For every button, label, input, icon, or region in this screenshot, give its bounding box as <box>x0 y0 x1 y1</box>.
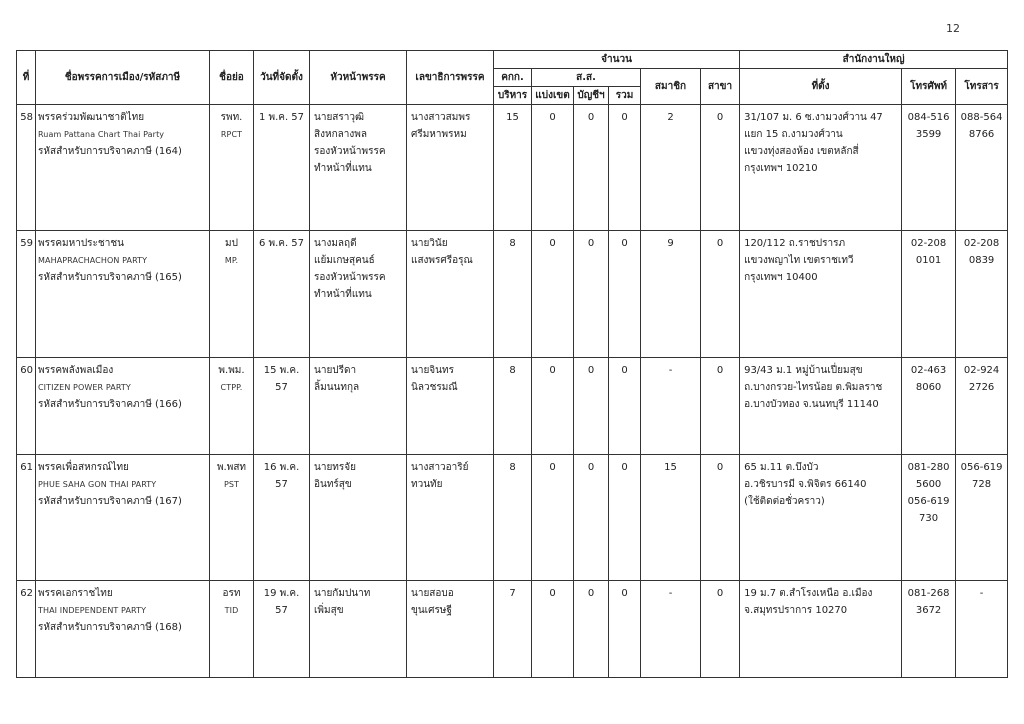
party-abbr-cell <box>210 357 254 454</box>
mp-list-count: 0 <box>574 581 609 678</box>
founded-date: 16 พ.ค. 57 <box>254 454 310 580</box>
party-abbr-th: พ.พสท <box>216 461 247 473</box>
address-line: กรุงเทพฯ 10400 <box>744 272 818 284</box>
phone-cell <box>902 454 956 580</box>
header-leader: หัวหน้าพรรค <box>310 51 407 105</box>
mp-list-count: 0 <box>574 105 609 231</box>
mp-list-count: 0 <box>574 454 609 580</box>
committee-count: 15 <box>494 105 532 231</box>
mp-total-count: 0 <box>609 105 641 231</box>
mp-list-count: 0 <box>574 231 609 357</box>
leader-line: นายสราวุฒิ <box>314 112 365 123</box>
party-tax-code: รหัสสำหรับการบริจาคภาษี (165) <box>38 272 182 284</box>
party-abbr-en: MP. <box>224 256 239 266</box>
address-line: 19 ม.7 ต.สำโรงเหนือ อ.เมือง <box>744 588 873 600</box>
party-name-cell <box>36 357 210 454</box>
row-number: 58 <box>17 105 36 231</box>
branches-count: 0 <box>701 105 740 231</box>
members-count: 9 <box>641 231 701 357</box>
party-name-cell <box>36 581 210 678</box>
secretary-cell <box>407 357 494 454</box>
header-abbr: ชื่อย่อ <box>210 51 254 105</box>
header-phone: โทรศัพท์ <box>902 69 956 105</box>
address-cell <box>740 454 902 580</box>
phone-cell <box>902 105 956 231</box>
phone-line: 02-208 <box>910 238 947 250</box>
members-count: - <box>641 357 701 454</box>
secretary-line: นายจินทร <box>411 364 454 376</box>
party-tax-code: รหัสสำหรับการบริจาคภาษี (168) <box>38 622 182 634</box>
address-cell <box>740 231 902 357</box>
leader-line: สิงหกลางพล <box>314 129 367 140</box>
fax-line: 056-619 <box>960 461 1003 473</box>
party-name-th: พรรคพลังพลเมือง <box>38 364 114 376</box>
committee-count: 8 <box>494 454 532 580</box>
leader-cell <box>310 231 407 357</box>
secretary-line: นิลวชรมณี <box>411 381 458 393</box>
table-row <box>17 454 1008 580</box>
table-row <box>17 357 1008 454</box>
address-cell <box>740 357 902 454</box>
phone-cell <box>902 357 956 454</box>
party-abbr-cell <box>210 231 254 357</box>
phone-line: 084-516 <box>907 112 950 123</box>
address-line: อ.วชิรบารมี จ.พิจิตร 66140 <box>744 478 867 490</box>
address-line: อ.บางบัวทอง จ.นนทบุรี 11140 <box>744 398 879 410</box>
header-committee-bottom: บริหาร <box>494 87 532 105</box>
party-name-th: พรรคเพื่อสหกรณ์ไทย <box>38 461 129 473</box>
phone-line: 3599 <box>915 129 942 140</box>
phone-line: 02-463 <box>910 364 947 376</box>
party-abbr-th: อรท <box>222 588 241 600</box>
leader-line: อินทร์สุข <box>314 478 352 490</box>
mp-district-count: 0 <box>532 357 574 454</box>
secretary-line: ทวนทัย <box>411 478 443 490</box>
header-mp-total: รวม <box>609 87 641 105</box>
header-mp-list: บัญชีฯ <box>574 87 609 105</box>
mp-total-count: 0 <box>609 357 641 454</box>
header-founded: วันที่จัดตั้ง <box>254 51 310 105</box>
fax-cell <box>956 454 1008 580</box>
phone-cell <box>902 231 956 357</box>
address-line: กรุงเทพฯ 10210 <box>744 163 818 174</box>
header-committee-top: คกก. <box>494 69 532 87</box>
leader-line: ทำหน้าที่แทน <box>314 163 372 174</box>
party-abbr-cell <box>210 581 254 678</box>
address-line: 65 ม.11 ต.บึงบัว <box>744 461 819 473</box>
phone-line: 8060 <box>915 381 942 393</box>
leader-line: รองหัวหน้าพรรค <box>314 146 386 157</box>
header-count: จำนวน <box>494 51 740 69</box>
secretary-line: ศรีมหาพรหม <box>411 129 467 140</box>
mp-total-count: 0 <box>609 231 641 357</box>
founded-date: 15 พ.ค. 57 <box>254 357 310 454</box>
leader-line: นางมลฤดี <box>314 238 357 250</box>
row-number: 62 <box>17 581 36 678</box>
row-number: 61 <box>17 454 36 580</box>
branches-count: 0 <box>701 454 740 580</box>
secretary-line: นางสาวสมพร <box>411 112 471 123</box>
secretary-line: แสงพรศรีอรุณ <box>411 255 473 267</box>
party-abbr-en: PST <box>223 479 240 489</box>
party-abbr-en: RPCT <box>220 130 243 139</box>
address-cell <box>740 105 902 231</box>
leader-line: รองหัวหน้าพรรค <box>314 272 386 284</box>
phone-line: 3672 <box>915 605 942 617</box>
secretary-cell <box>407 454 494 580</box>
secretary-line: นายวินัย <box>411 238 448 250</box>
mp-list-count: 0 <box>574 357 609 454</box>
leader-cell <box>310 105 407 231</box>
fax-line: 728 <box>972 478 992 490</box>
address-line: (ใช้ติดต่อชั่วคราว) <box>744 495 825 507</box>
address-line: จ.สมุทรปราการ 10270 <box>744 605 848 617</box>
mp-district-count: 0 <box>532 231 574 357</box>
party-abbr-th: พ.พม. <box>218 364 245 376</box>
row-number: 60 <box>17 357 36 454</box>
leader-cell <box>310 581 407 678</box>
party-name-en: THAI INDEPENDENT PARTY <box>38 606 147 616</box>
leader-cell <box>310 454 407 580</box>
party-abbr-th: รพท. <box>220 112 243 123</box>
header-secretary: เลขาธิการพรรค <box>407 51 494 105</box>
address-line: 120/112 ถ.ราชปรารภ <box>744 238 846 250</box>
header-mp: ส.ส. <box>532 69 641 87</box>
party-tax-code: รหัสสำหรับการบริจาคภาษี (166) <box>38 398 182 410</box>
committee-count: 8 <box>494 357 532 454</box>
leader-line: นายปรีดา <box>314 364 357 376</box>
phone-line: 0101 <box>915 255 942 267</box>
branches-count: 0 <box>701 581 740 678</box>
phone-line: 081-268 <box>907 588 950 600</box>
branches-count: 0 <box>701 357 740 454</box>
party-name-th: พรรคมหาประชาชน <box>38 238 124 250</box>
phone-line: 056-619 <box>907 495 950 507</box>
leader-line: เพิ่มสุข <box>314 605 344 617</box>
leader-cell <box>310 357 407 454</box>
address-line: ถ.บางกรวย-ไทรน้อย ต.พิมลราช <box>744 381 883 393</box>
secretary-line: นายสอบอ <box>411 588 454 600</box>
party-name-en: CITIZEN POWER PARTY <box>38 382 131 392</box>
fax-line: 088-564 <box>960 112 1003 123</box>
mp-total-count: 0 <box>609 454 641 580</box>
fax-line: 0839 <box>968 255 995 267</box>
phone-line: 081-280 <box>907 461 950 473</box>
party-tax-code: รหัสสำหรับการบริจาคภาษี (164) <box>38 146 182 157</box>
row-number: 59 <box>17 231 36 357</box>
header-head-office: สำนักงานใหญ่ <box>740 51 1008 69</box>
fax-line: 02-208 <box>963 238 1000 250</box>
party-name-th: พรรคร่วมพัฒนาชาติไทย <box>38 112 145 123</box>
party-name-cell <box>36 454 210 580</box>
party-tax-code: รหัสสำหรับการบริจาคภาษี (167) <box>38 495 182 507</box>
party-name-cell <box>36 105 210 231</box>
members-count: 15 <box>641 454 701 580</box>
fax-cell <box>956 105 1008 231</box>
mp-total-count: 0 <box>609 581 641 678</box>
party-name-cell <box>36 231 210 357</box>
phone-cell <box>902 581 956 678</box>
leader-line: ทำหน้าที่แทน <box>314 289 372 301</box>
party-name-en: MAHAPRACHACHON PARTY <box>38 256 148 266</box>
leader-line: ลิ้มนนทกุล <box>314 381 360 393</box>
address-line: 31/107 ม. 6 ซ.งามวงศ์วาน 47 <box>744 112 883 123</box>
header-mp-district: แบ่งเขต <box>532 87 574 105</box>
party-abbr-th: มป <box>225 238 238 250</box>
leader-line: นายทรจัย <box>314 461 356 473</box>
founded-date: 19 พ.ค. 57 <box>254 581 310 678</box>
fax-cell <box>956 231 1008 357</box>
party-name-en: Ruam Pattana Chart Thai Party <box>38 130 165 139</box>
political-parties-table <box>16 50 1008 678</box>
party-abbr-cell <box>210 454 254 580</box>
table-row <box>17 231 1008 357</box>
mp-district-count: 0 <box>532 105 574 231</box>
fax-line: 2726 <box>968 381 995 393</box>
header-no: ที่ <box>17 51 36 105</box>
page-number: 12 <box>946 22 960 35</box>
header-members: สมาชิก <box>641 69 701 105</box>
fax-line: - <box>979 588 984 600</box>
committee-count: 7 <box>494 581 532 678</box>
phone-line: 730 <box>919 512 939 524</box>
address-line: แขวงพญาไท เขตราชเทวี <box>744 255 854 267</box>
members-count: 2 <box>641 105 701 231</box>
address-line: 93/43 ม.1 หมู่บ้านเปี่ยมสุข <box>744 364 863 376</box>
header-address: ที่ตั้ง <box>740 69 902 105</box>
members-count: - <box>641 581 701 678</box>
secretary-line: นางสาวอาริย์ <box>411 461 469 473</box>
founded-date: 1 พ.ค. 57 <box>254 105 310 231</box>
mp-district-count: 0 <box>532 581 574 678</box>
address-line: แขวงทุ่งสองห้อง เขตหลักสี่ <box>744 146 859 157</box>
founded-date: 6 พ.ค. 57 <box>254 231 310 357</box>
fax-line: 02-924 <box>963 364 1000 376</box>
table-row <box>17 581 1008 678</box>
header-party-name: ชื่อพรรคการเมือง/รหัสภาษี <box>36 51 210 105</box>
header-fax: โทรสาร <box>956 69 1008 105</box>
party-abbr-cell <box>210 105 254 231</box>
phone-line: 5600 <box>915 478 942 490</box>
leader-line: นายกัมปนาท <box>314 588 371 600</box>
secretary-cell <box>407 105 494 231</box>
party-abbr-en: TID <box>224 606 239 616</box>
branches-count: 0 <box>701 231 740 357</box>
fax-cell <box>956 357 1008 454</box>
party-name-th: พรรคเอกราชไทย <box>38 588 113 600</box>
table-row <box>17 105 1008 231</box>
leader-line: แย้มเกษสุคนธ์ <box>314 255 375 267</box>
party-abbr-en: CTPP. <box>220 382 243 392</box>
secretary-cell <box>407 231 494 357</box>
secretary-line: ขุนเศรษฐี <box>411 605 452 617</box>
fax-line: 8766 <box>968 129 995 140</box>
fax-cell <box>956 581 1008 678</box>
party-name-en: PHUE SAHA GON THAI PARTY <box>38 479 157 489</box>
mp-district-count: 0 <box>532 454 574 580</box>
header-branches: สาขา <box>701 69 740 105</box>
address-cell <box>740 581 902 678</box>
secretary-cell <box>407 581 494 678</box>
address-line: แยก 15 ถ.งามวงศ์วาน <box>744 129 843 140</box>
committee-count: 8 <box>494 231 532 357</box>
